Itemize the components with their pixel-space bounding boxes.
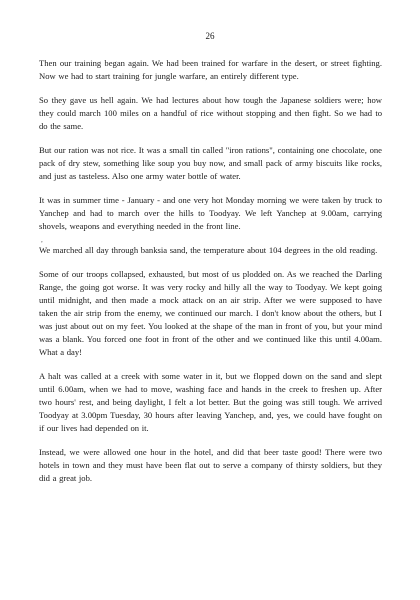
body-text	[39, 57, 382, 496]
stray-pen-mark: ,	[41, 236, 43, 244]
paragraph-darling-range: Some of our troops collapsed, exhausted, but most of us plodded on. As we reached the Darling Range, the going got worse. It was very rocky and hilly all the way to Toodyay. We kept going until midnight, and then made a mock attack on an air strip. After we were supposed to have taken the air strip from the enemy, we continued our march. I don't know about the others, but I was just about out on my feet. You looked at the shape of the man in front of you, but your mind was a blank. You forced one foot in front of the other and we continued like this until 4.00am. What a day!	[39, 269, 382, 357]
paragraph-yanchep-march: It was in summer time - January - and one very hot Monday morning we were taken by truck to Yanchep and had to march over the hills to Toodyay. We left Yanchep at 9.00am, carrying shovels, weapons and everything needed in the front line.	[39, 195, 382, 231]
paragraph-japanese-soldiers: So they gave us hell again. We had lectures about how tough the Japanese soldiers were; how they could march 100 miles on a handful of rice without stopping and then fight. So we had to do the same.	[39, 95, 382, 131]
paragraph-banksia-sand: We marched all day through banksia sand, the temperature about 104 degrees in the old reading.	[39, 245, 378, 255]
page-number: 26	[205, 31, 215, 41]
paragraph-hotel: Instead, we were allowed one hour in the hotel, and did that beer taste good! There were two hotels in town and they must have been flat out to serve a company of thirsty soldiers, but they did a great job.	[39, 447, 382, 483]
paragraph-creek-halt: A halt was called at a creek with some water in it, but we flopped down on the sand and slept until 6.00am, when we had to move, washing face and hands in the creek to freshen up. After two hours' rest, and being daylight, I felt a lot better. But the going was still tough. We arrived Toodyay at 3.00pm Tuesday, 30 hours after leaving Yanchep, and, yes, we could have fought on if our lives had depended on it.	[39, 371, 382, 433]
paragraph-iron-rations: But our ration was not rice. It was a small tin called "iron rations", containing one chocolate, one pack of dry stew, something like soup you buy now, and small pack of army biscuits like rocks, and just as tasteless. Also one army water bottle of water.	[39, 145, 382, 181]
paragraph-training: Then our training began again. We had been trained for warfare in the desert, or street fighting. Now we had to start training for jungle warfare, an entirely different type.	[39, 58, 382, 81]
